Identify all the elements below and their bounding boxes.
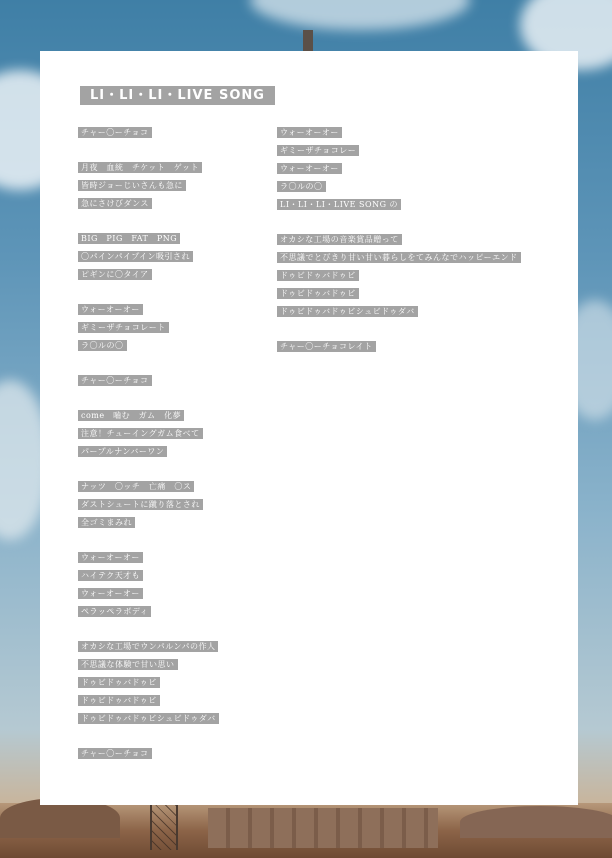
lyric-line: 〇パインパイプイン吸引され xyxy=(78,251,193,262)
lyrics-column-left xyxy=(78,127,308,766)
lyrics-sheet xyxy=(40,51,578,805)
lyric-line: ウォーオーオー xyxy=(78,304,143,315)
lyric-line: ダストシュートに蹴り落とされ xyxy=(78,499,203,510)
lyric-line: ウォーオーオー xyxy=(78,552,143,563)
lyric-line: パープルナンバーワン xyxy=(78,446,167,457)
lyric-line: BIG PIG FAT PNG xyxy=(78,233,180,244)
stanza-gap xyxy=(78,216,308,233)
lyric-line: ウォーオーオー xyxy=(277,163,342,174)
lyric-line: ドゥビドゥバドゥビ xyxy=(277,270,359,281)
lyric-line: ギミーザチョコレート xyxy=(78,322,169,333)
lyric-line: 全ゴミまみれ xyxy=(78,517,135,528)
lyric-line: ハイテク天才も xyxy=(78,570,143,581)
background-ground xyxy=(0,803,612,858)
lyric-line: ペラッペラボディ xyxy=(78,606,151,617)
lyrics-column-right xyxy=(277,127,577,359)
lyric-line: 不思議でとびきり甘い甘い暮らしをてみんなでハッピーエンド xyxy=(277,252,521,263)
stanza-gap xyxy=(78,145,308,162)
song-title: LI・LI・LI・LIVE SONG xyxy=(80,86,275,105)
lyric-line: ドゥビドゥバドゥビシュビドゥダバ xyxy=(277,306,418,317)
lyric-line: ピギンに〇タイア xyxy=(78,269,152,280)
stanza-gap xyxy=(277,217,577,234)
lyric-line: オカシな工場でウンパルンパの作人 xyxy=(78,641,218,652)
lyric-line: LI・LI・LI・LIVE SONG の xyxy=(277,199,401,210)
background-hill xyxy=(460,806,612,838)
lyric-line: ウォーオーオー xyxy=(277,127,342,138)
lyric-line: come 嚙む ガム 化夢 xyxy=(78,410,184,421)
lyric-line: チャー〇ーチョコレイト xyxy=(277,341,376,352)
background-cloud xyxy=(250,0,470,30)
background-building xyxy=(208,808,438,848)
stanza-gap xyxy=(78,287,308,304)
background-spire xyxy=(303,30,313,52)
lyric-line: ドゥビドゥバドゥビ xyxy=(277,288,359,299)
stanza-gap xyxy=(78,535,308,552)
lyric-line: 皆時ジョーじいさんも急に xyxy=(78,180,186,191)
stanza-gap xyxy=(78,393,308,410)
lyric-line: ドゥビドゥバドゥビシュビドゥダバ xyxy=(78,713,219,724)
lyric-line: ラ〇ルの〇 xyxy=(78,340,127,351)
lyric-line: 注意！チューイングガム食べて xyxy=(78,428,203,439)
lyric-line: 急にさけびダンス xyxy=(78,198,152,209)
lyric-line: ギミーザチョコレー xyxy=(277,145,359,156)
lyric-line: チャー〇ーチョコ xyxy=(78,375,152,386)
lyric-line: オカシな工場の音楽賞品贈って xyxy=(277,234,402,245)
lyric-line: ラ〇ルの〇 xyxy=(277,181,326,192)
lyric-line: 月夜 血統 チケット ゲット xyxy=(78,162,202,173)
stanza-gap xyxy=(78,624,308,641)
lyric-line: 不思議な体験で甘い思い xyxy=(78,659,178,670)
lyric-line: チャー〇ーチョコ xyxy=(78,127,152,138)
stanza-gap xyxy=(277,324,577,341)
background-tower xyxy=(150,800,178,850)
lyric-line: チャー〇ーチョコ xyxy=(78,748,152,759)
lyric-line: ウォーオーオー xyxy=(78,588,143,599)
lyric-line: ナッツ 〇ッチ 亡痛 〇ス xyxy=(78,481,194,492)
stanza-gap xyxy=(78,731,308,748)
lyric-line: ドゥビドゥバドゥビ xyxy=(78,695,160,706)
stanza-gap xyxy=(78,358,308,375)
stanza-gap xyxy=(78,464,308,481)
lyric-line: ドゥビドゥバドゥビ xyxy=(78,677,160,688)
